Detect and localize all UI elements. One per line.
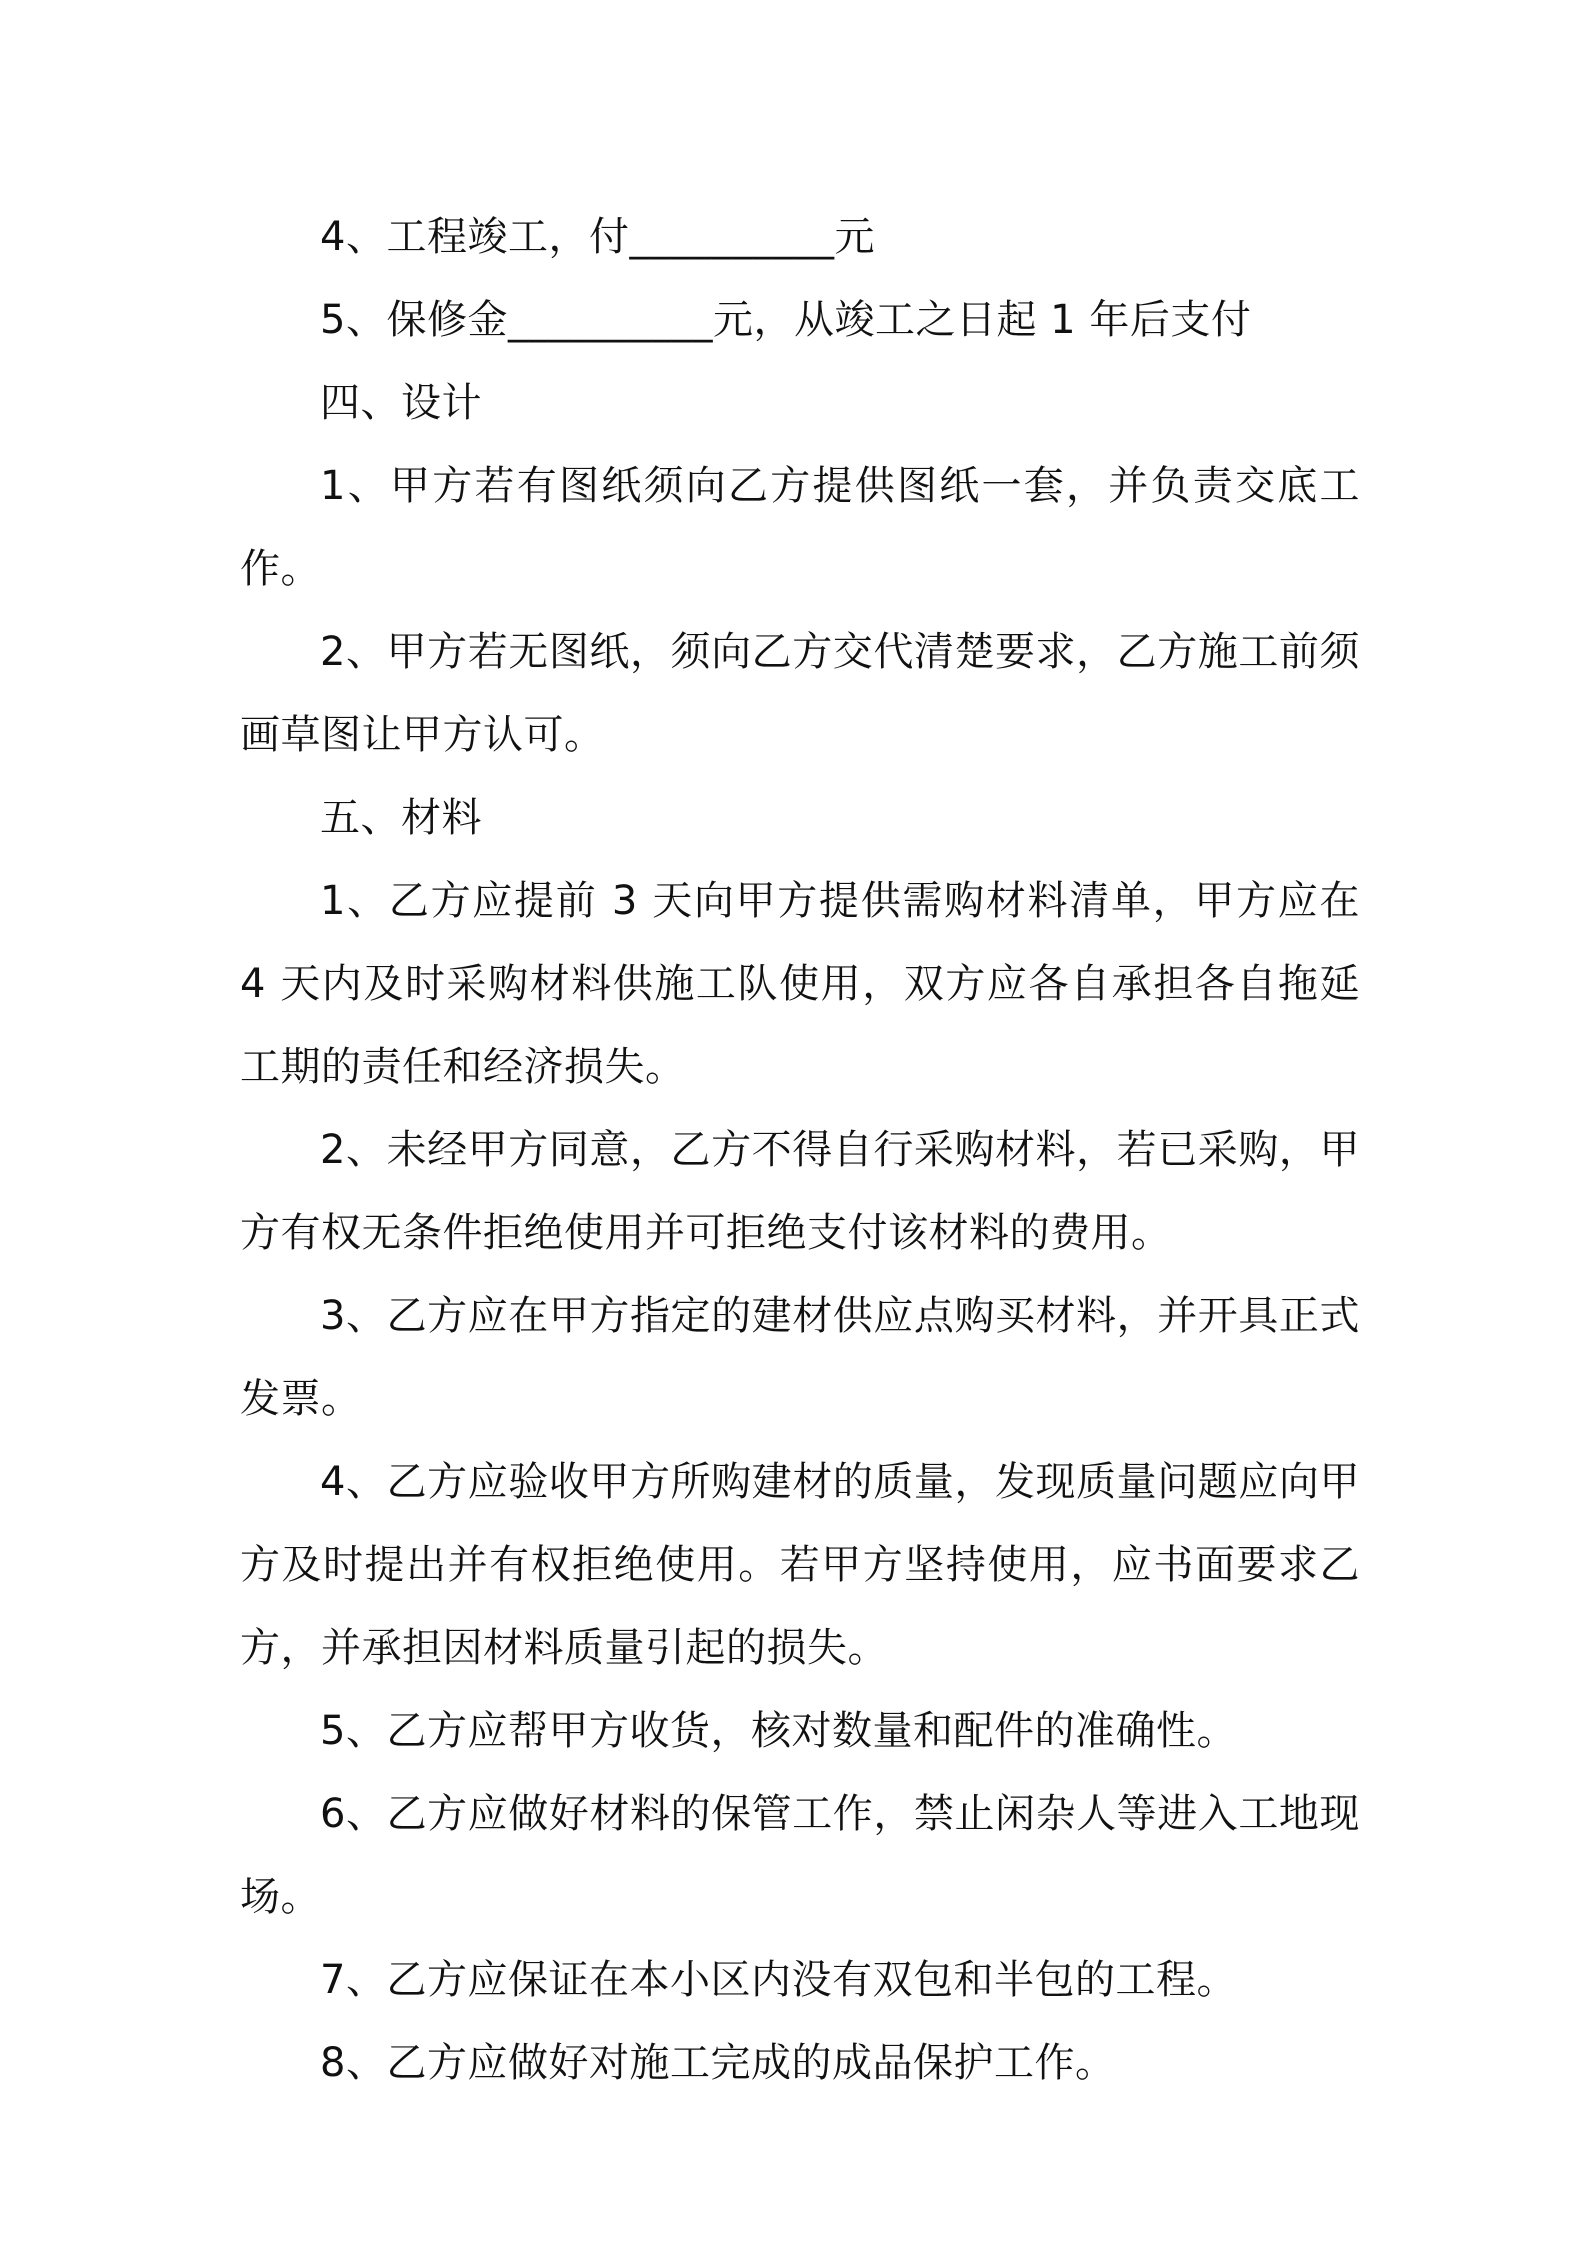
materials-item-3: 3、乙方应在甲方指定的建材供应点购买材料，并开具正式发票。 — [240, 1293, 1360, 1422]
materials-item-6: 6、乙方应做好材料的保管工作，禁止闲杂人等进入工地现场。 — [240, 1791, 1360, 1920]
materials-item-5: 5、乙方应帮甲方收货，核对数量和配件的准确性。 — [320, 1708, 1237, 1754]
document-body — [240, 196, 1360, 2105]
materials-item-4: 4、乙方应验收甲方所购建材的质量，发现质量问题应向甲方及时提出并有权拒绝使用。若甲方坚持使用，应书面要求乙方，并承担因材料质量引起的损失。 — [240, 1459, 1360, 1671]
design-item-2: 2、甲方若无图纸，须向乙方交代清楚要求，乙方施工前须画草图让甲方认可。 — [240, 629, 1360, 758]
materials-item-2: 2、未经甲方同意，乙方不得自行采购材料，若已采购，甲方有权无条件拒绝使用并可拒绝支付该材料的费用。 — [240, 1127, 1360, 1256]
section-heading-design: 四、设计 — [320, 380, 482, 426]
payment-item-4: 4、工程竣工，付__________元 — [320, 214, 875, 260]
materials-item-8: 8、乙方应做好对施工完成的成品保护工作。 — [320, 2040, 1116, 2086]
section-heading-materials: 五、材料 — [320, 795, 482, 841]
materials-item-7: 7、乙方应保证在本小区内没有双包和半包的工程。 — [320, 1957, 1237, 2003]
materials-item-1: 1、乙方应提前 3 天向甲方提供需购材料清单，甲方应在 4 天内及时采购材料供施工队使用，双方应各自承担各自拖延工期的责任和经济损失。 — [240, 878, 1360, 1090]
payment-item-5: 5、保修金__________元，从竣工之日起 1 年后支付 — [320, 297, 1252, 343]
design-item-1: 1、甲方若有图纸须向乙方提供图纸一套，并负责交底工作。 — [240, 463, 1360, 592]
